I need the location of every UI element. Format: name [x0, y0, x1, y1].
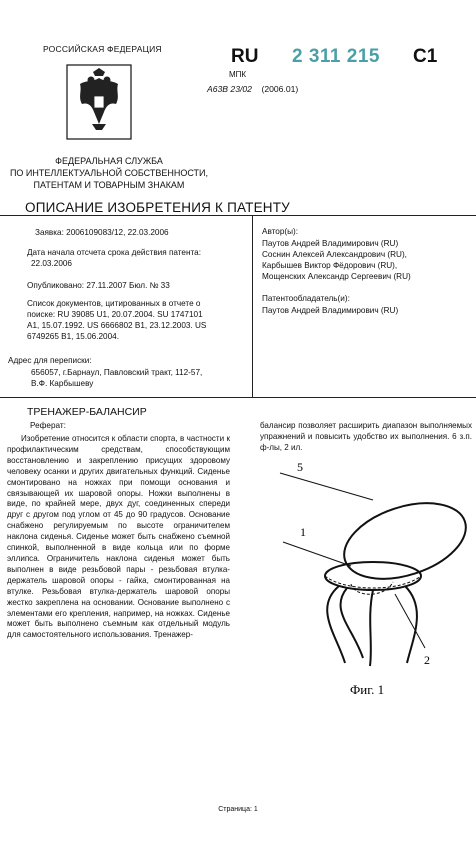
figure-caption: Фиг. 1: [350, 682, 385, 697]
author-name: Соснин Алексей Александрович (RU),: [262, 250, 407, 259]
figure-label-2: 2: [424, 653, 430, 667]
ipc-version: (2006.01): [261, 84, 299, 94]
doc-number: 2 311 215: [292, 46, 380, 67]
figure-drawing: [255, 458, 470, 698]
term-start-date: 22.03.2006: [31, 259, 72, 268]
term-start-label: Дата начала отсчета срока действия патента:: [27, 248, 201, 257]
owner-name: Паутов Андрей Владимирович (RU): [262, 306, 399, 315]
publication-info: Опубликовано: 27.11.2007 Бюл. № 33: [27, 281, 170, 290]
author-name: Карбышев Виктор Фёдорович (RU),: [262, 261, 398, 270]
cited-line: 6749265 B1, 15.06.2004.: [27, 332, 119, 341]
coat-of-arms-icon: [66, 64, 132, 140]
column-divider: [252, 216, 253, 397]
agency-name: [0, 155, 218, 191]
authors-label: Автор(ы):: [262, 227, 299, 236]
divider: [0, 397, 476, 398]
owner-label: Патентообладатель(и):: [262, 294, 350, 303]
agency-line: ФЕДЕРАЛЬНАЯ СЛУЖБА: [55, 156, 163, 166]
author-name: Мощенских Александр Сергеевич (RU): [262, 272, 411, 281]
cited-line: поиске: RU 39085 U1, 20.07.2004. SU 1747101: [27, 310, 203, 319]
doc-kind-code: C1: [413, 46, 438, 67]
figure-label-1: 1: [300, 525, 306, 539]
abstract-text-continued: балансир позволяет расширить диапазон выполняемых упражнений и повысить удобство их выполнения. 6 з.п. ф-лы, 2 ил.: [260, 421, 472, 452]
address-line: В.Ф. Карбышеву: [31, 379, 94, 388]
cited-documents: [27, 298, 247, 342]
document-title: ОПИСАНИЕ ИЗОБРЕТЕНИЯ К ПАТЕНТУ: [25, 200, 290, 215]
invention-title: ТРЕНАЖЕР-БАЛАНСИР: [27, 406, 147, 418]
address-line: 656057, г.Барнаул, Павловский тракт, 112-57,: [31, 368, 203, 377]
cited-line: Список документов, цитированных в отчете о: [27, 299, 201, 308]
figure-label-5: 5: [297, 460, 303, 474]
ipc-classification: [207, 84, 298, 94]
doc-country-code: RU: [231, 46, 259, 67]
author-name: Паутов Андрей Владимирович (RU): [262, 239, 399, 248]
country-name: РОССИЙСКАЯ ФЕДЕРАЦИЯ: [43, 44, 162, 54]
agency-line: ПО ИНТЕЛЛЕКТУАЛЬНОЙ СОБСТВЕННОСТИ,: [9, 168, 209, 178]
authors-list: [262, 238, 472, 282]
page-number: Страница: 1: [218, 806, 258, 813]
divider: [0, 215, 476, 216]
abstract-text: Изобретение относится к области спорта, в частности к профилактическим средствам, способствующим восстановлению и закреплению присущих здоровому человеку осанки и других двигательных функций. Сиденье смонтировано на ножках при помощи основания и связывающей их шаровой опоры. Ножки выполнены в виде, по крайней мере, двух дуг, соединенных спереди друг с другом под углом от 45 до 90 градусов. Основание снабжено регулируемым по высоте ограничителем наклона сиденья. Сиденье может быть снабжено съемной спинкой, выполненной в виде кольца или по форме эллипса. Ограничитель наклона сиденья может быть выполнен в виде резьбовой пары - резьбовая втулка-держатель шаровой опоры - гайка, смонтированная на втулке. Резьбовая втулка-держатель шаровой опоры жестко закреплена на основании. Основание выполнено с элементами его крепления, например, на ножках. Сиденье может быть выполнено съемным как отдельный модуль для самостоятельного использования. Тренажер-: [7, 434, 230, 640]
ipc-code: A63B 23/02: [207, 84, 252, 94]
address: [31, 367, 251, 389]
abstract-heading: Реферат:: [30, 421, 66, 430]
address-label: Адрес для переписки:: [8, 356, 92, 365]
cited-line: A1, 15.07.1992. US 6666802 B1, 23.12.2003. US: [27, 321, 207, 330]
application-info: Заявка: 2006109083/12, 22.03.2006: [35, 228, 169, 237]
agency-line: ПАТЕНТАМ И ТОВАРНЫМ ЗНАКАМ: [33, 180, 185, 190]
mpk-label: МПК: [229, 70, 247, 79]
